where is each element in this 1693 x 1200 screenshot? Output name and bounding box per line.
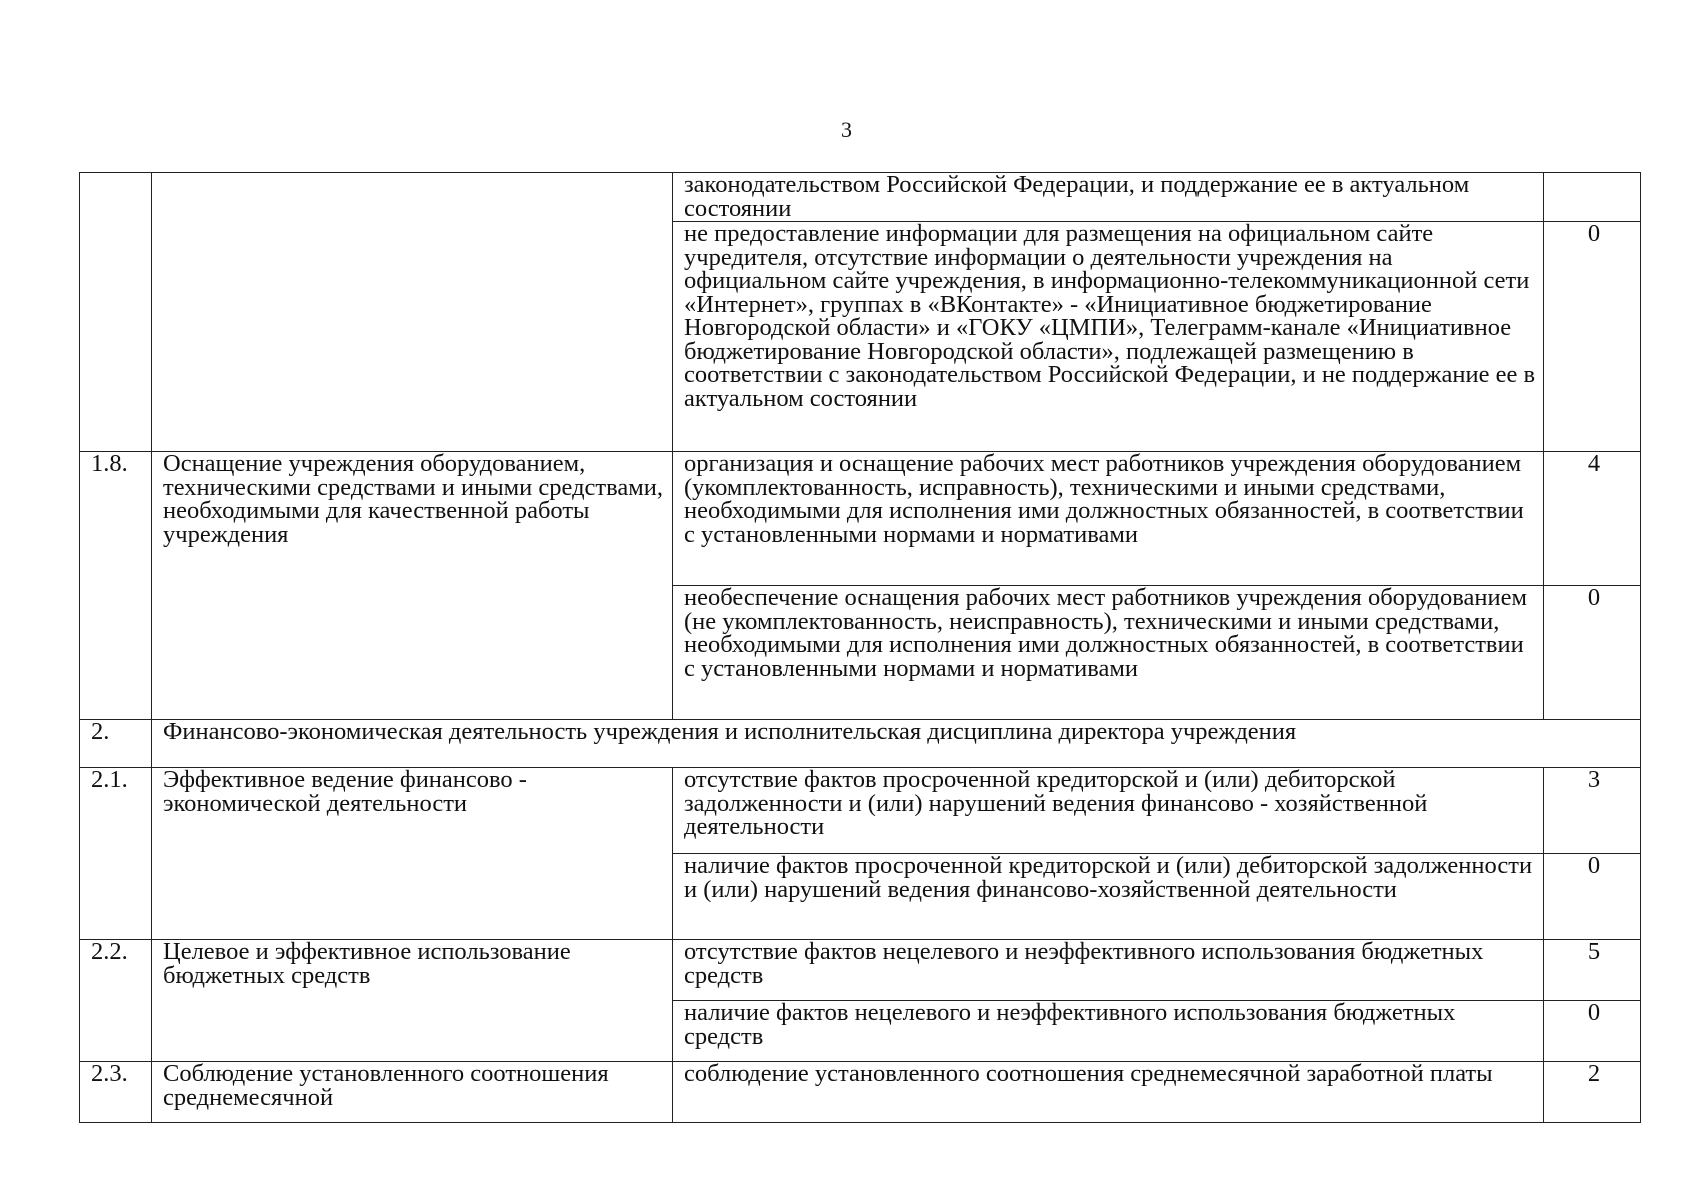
indicator-cell: законодательством Российской Федерации, и поддержание ее в актуальном состоянии [673,173,1544,222]
points-cell: 2 [1544,1062,1641,1123]
indicator-cell: наличие фактов нецелевого и неэффективного использования бюджетных средств [673,1001,1544,1062]
section-title: Финансово-экономическая деятельность учреждения и исполнительская дисциплина директора учреждения [152,720,1641,768]
indicator-cell: отсутствие фактов нецелевого и неэффективного использования бюджетных средств [673,940,1544,1001]
table-row [80,1062,1641,1123]
row-number: 2. [80,720,152,768]
points-cell: 0 [1544,1001,1641,1062]
indicator-cell: не предоставление информации для размещения на официальном сайте учредителя, отсутствие информации о деятельности учреждения на официальном сайте учреждения, в информационно-телекоммуникационной сети «Интернет», группах в «ВКонтакте» - «Инициативное бюджетирование Новгородской области» и «ГОКУ «ЦМПИ», Телеграмм-канале «Инициативное бюджетирование Новгородской области», подлежащей размещению в соответствии с законодательством Российской Федерации, и не поддержание ее в актуальном состоянии [673,222,1544,452]
row-number: 1.8. [80,452,152,720]
criterion-cell: Целевое и эффективное использование бюджетных средств [152,940,673,1062]
points-cell: 0 [1544,586,1641,720]
row-number: 2.3. [80,1062,152,1123]
section-row [80,720,1641,768]
criterion-cell: Соблюдение установленного соотношения среднемесячной [152,1062,673,1123]
indicator-cell: отсутствие фактов просроченной кредиторской и (или) дебиторской задолженности и (или) нарушений ведения финансово - хозяйственной деятельности [673,768,1544,854]
indicator-cell: организация и оснащение рабочих мест работников учреждения оборудованием (укомплектованность, исправность), техническими и иными средствами, необходимыми для исполнения ими должностных обязанностей, в соответствии с установленными нормами и нормативами [673,452,1544,586]
criteria-table [79,172,1641,1123]
row-number: 2.1. [80,768,152,940]
row-number [80,173,152,452]
indicator-cell: соблюдение установленного соотношения среднемесячной заработной платы [673,1062,1544,1123]
table-row [80,940,1641,1001]
criterion-cell: Оснащение учреждения оборудованием, техническими средствами и иными средствами, необходимыми для качественной работы учреждения [152,452,673,720]
points-cell: 0 [1544,854,1641,940]
points-cell: 0 [1544,222,1641,452]
criterion-cell [152,173,673,452]
indicator-cell: необеспечение оснащения рабочих мест работников учреждения оборудованием (не укомплектованность, неисправность), техническими и иными средствами, необходимыми для исполнения ими должностных обязанностей, в соответствии с установленными нормами и нормативами [673,586,1544,720]
table-row [80,173,1641,222]
indicator-cell: наличие фактов просроченной кредиторской и (или) дебиторской задолженности и (или) нарушений ведения финансово-хозяйственной деятельности [673,854,1544,940]
points-cell: 5 [1544,940,1641,1001]
page-number: 3 [841,117,852,142]
points-cell [1544,173,1641,222]
row-number: 2.2. [80,940,152,1062]
points-cell: 4 [1544,452,1641,586]
criterion-cell: Эффективное ведение финансово - экономической деятельности [152,768,673,940]
points-cell: 3 [1544,768,1641,854]
table-row [80,452,1641,586]
table-row [80,768,1641,854]
